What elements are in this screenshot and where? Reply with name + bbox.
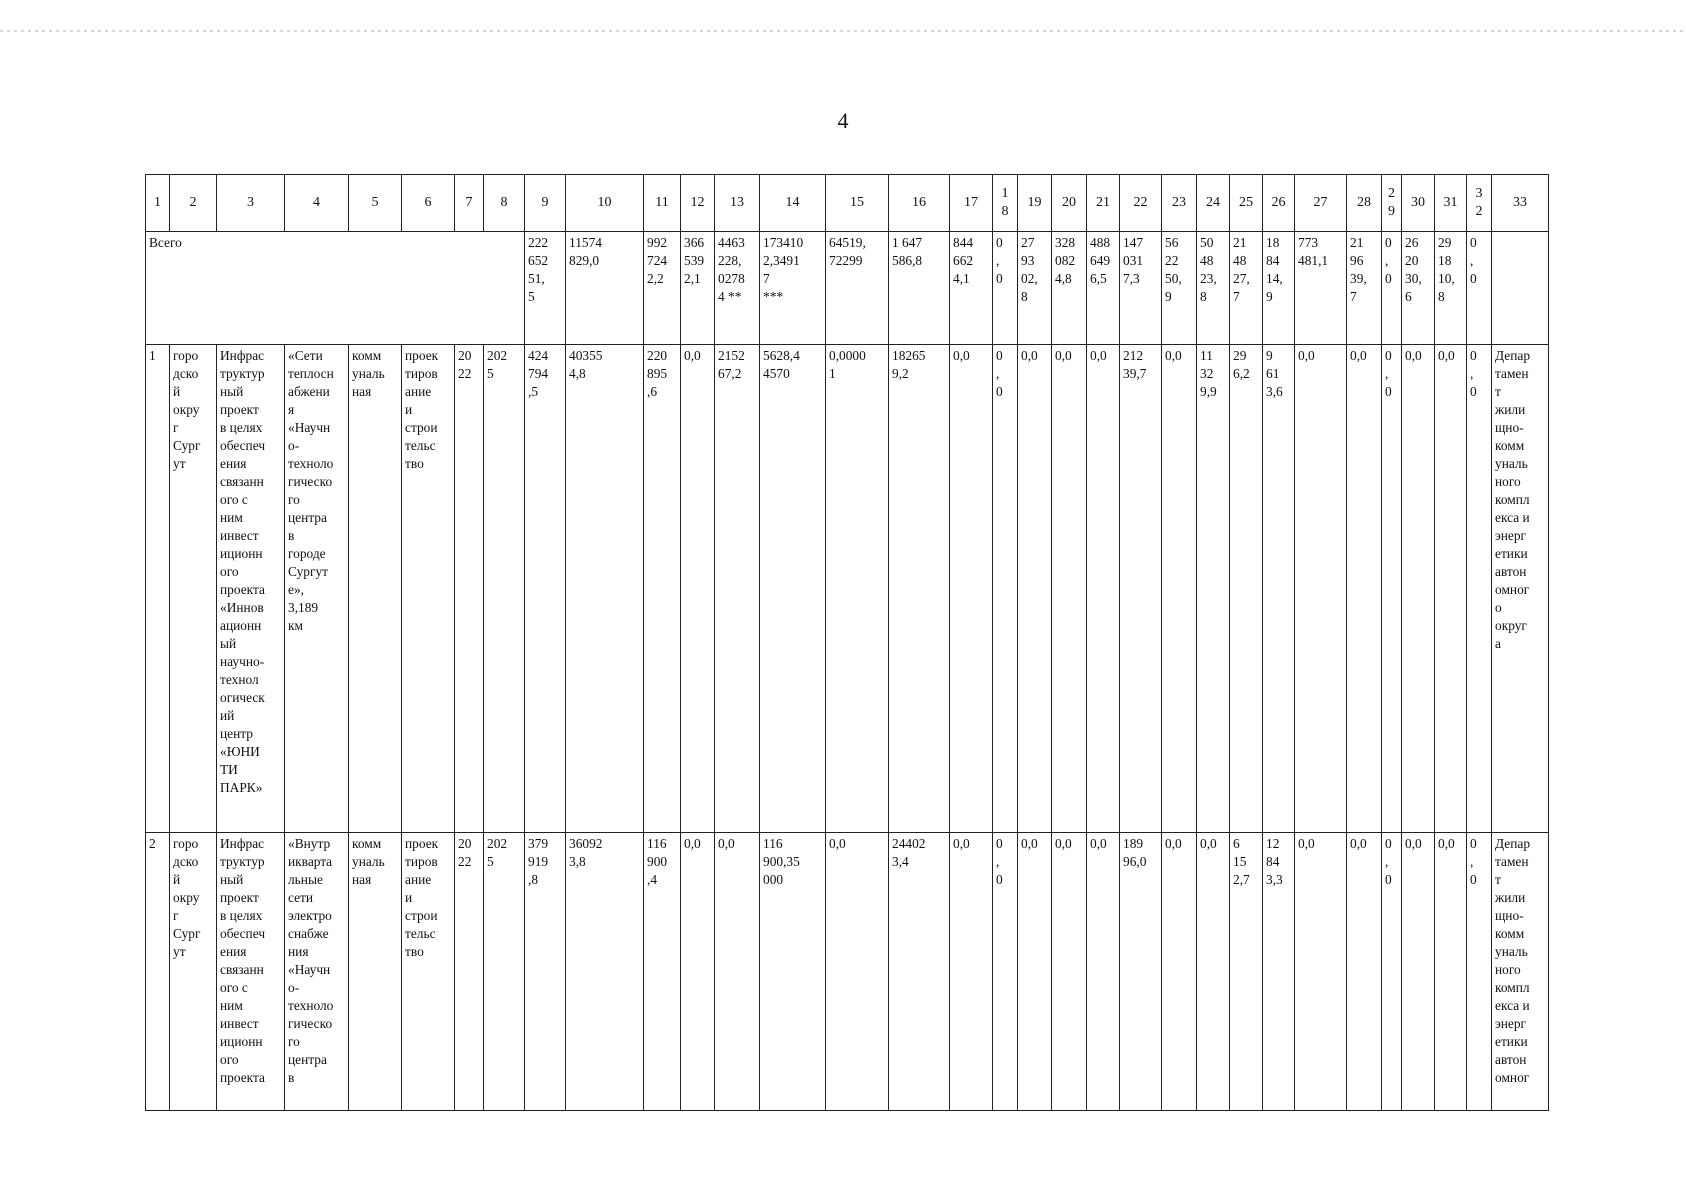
total-cell: 147 031 7,3 xyxy=(1120,232,1162,345)
table-cell: 0,0 xyxy=(1162,833,1197,1111)
total-cell: 0 , 0 xyxy=(993,232,1018,345)
total-cell: 992 724 2,2 xyxy=(644,232,681,345)
table-cell: 0 , 0 xyxy=(993,833,1018,1111)
table-cell: 0,0 xyxy=(1435,833,1467,1111)
header-cell: 27 xyxy=(1295,175,1347,232)
header-cell: 28 xyxy=(1347,175,1382,232)
header-cell: 11 xyxy=(644,175,681,232)
total-cell: 0 , 0 xyxy=(1382,232,1402,345)
table-cell: 116 900 ,4 xyxy=(644,833,681,1111)
header-cell: 10 xyxy=(566,175,644,232)
table-cell: 12 84 3,3 xyxy=(1263,833,1295,1111)
header-cell: 5 xyxy=(349,175,402,232)
header-cell: 4 xyxy=(285,175,349,232)
header-cell: 16 xyxy=(889,175,950,232)
table-cell: комм уналь ная xyxy=(349,345,402,833)
scan-edge xyxy=(0,30,1686,32)
total-cell: 773 481,1 xyxy=(1295,232,1347,345)
table-cell: 24402 3,4 xyxy=(889,833,950,1111)
total-cell: 0 , 0 xyxy=(1467,232,1492,345)
total-cell: 50 48 23, 8 xyxy=(1197,232,1230,345)
table-cell: 1 xyxy=(146,345,170,833)
header-cell: 20 xyxy=(1052,175,1087,232)
table-cell: 0 , 0 xyxy=(1382,345,1402,833)
header-cell: 13 xyxy=(715,175,760,232)
table-cell: 220 895 ,6 xyxy=(644,345,681,833)
header-cell: 24 xyxy=(1197,175,1230,232)
table-cell: 6 15 2,7 xyxy=(1230,833,1263,1111)
total-cell: 1 647 586,8 xyxy=(889,232,950,345)
table-cell: 5628,4 4570 xyxy=(760,345,826,833)
total-cell: 26 20 30, 6 xyxy=(1402,232,1435,345)
table-cell: 0,0 xyxy=(1162,345,1197,833)
table-cell: 0,0 xyxy=(1087,345,1120,833)
table-cell: 0,0 xyxy=(1087,833,1120,1111)
total-label: Всего xyxy=(146,232,525,345)
table-cell: 202 5 xyxy=(484,833,525,1111)
table-cell: 0,0 xyxy=(1402,833,1435,1111)
table-cell: Инфрас труктур ный проект в целях обеспеч ения связанн ого с ним инвест иционн ого проекта «Иннов ационн ый научно- технол огическ ий центр «ЮНИ ТИ ПАРК» xyxy=(217,345,285,833)
table-cell: 0,0000 1 xyxy=(826,345,889,833)
table-cell: 0,0 xyxy=(681,345,715,833)
table-cell: 424 794 ,5 xyxy=(525,345,566,833)
table-cell: 2152 67,2 xyxy=(715,345,760,833)
table-cell: Депар тамен т жили щно- комм уналь ного компл екса и энерг етики автон омног о округ а xyxy=(1492,345,1549,833)
table-cell: 212 39,7 xyxy=(1120,345,1162,833)
total-cell: 222 652 51, 5 xyxy=(525,232,566,345)
table-cell: 0,0 xyxy=(826,833,889,1111)
table-cell: 0,0 xyxy=(1295,345,1347,833)
table-cell: 0,0 xyxy=(1435,345,1467,833)
table-cell: 29 6,2 xyxy=(1230,345,1263,833)
header-cell: 12 xyxy=(681,175,715,232)
table-cell: 2 xyxy=(146,833,170,1111)
table-cell: «Сети теплосн абжени я «Научн о- техноло гическо го центра в городе Сургут е», 3,189 км xyxy=(285,345,349,833)
header-cell: 15 xyxy=(826,175,889,232)
header-cell: 21 xyxy=(1087,175,1120,232)
table-cell: 0,0 xyxy=(1347,345,1382,833)
header-cell: 33 xyxy=(1492,175,1549,232)
table-cell: комм уналь ная xyxy=(349,833,402,1111)
table-cell: 116 900,35 000 xyxy=(760,833,826,1111)
header-cell: 31 xyxy=(1435,175,1467,232)
table-cell: 0 , 0 xyxy=(1382,833,1402,1111)
table-cell: 0 , 0 xyxy=(1467,345,1492,833)
total-cell: 11574 829,0 xyxy=(566,232,644,345)
table-cell: 0,0 xyxy=(1018,345,1052,833)
table-cell: 11 32 9,9 xyxy=(1197,345,1230,833)
table-cell: 40355 4,8 xyxy=(566,345,644,833)
table-cell: проек тиров ание и строи тельс тво xyxy=(402,345,455,833)
table-cell: 0,0 xyxy=(715,833,760,1111)
table-cell: 20 22 xyxy=(455,833,484,1111)
header-cell: 26 xyxy=(1263,175,1295,232)
table-cell: 189 96,0 xyxy=(1120,833,1162,1111)
table-cell: 18265 9,2 xyxy=(889,345,950,833)
header-cell: 22 xyxy=(1120,175,1162,232)
table-cell: Инфрас труктур ный проект в целях обеспеч ения связанн ого с ним инвест иционн ого проекта xyxy=(217,833,285,1111)
table-cell: 0 , 0 xyxy=(1467,833,1492,1111)
table-cell: 9 61 3,6 xyxy=(1263,345,1295,833)
table-cell: 0,0 xyxy=(1197,833,1230,1111)
header-cell: 2 9 xyxy=(1382,175,1402,232)
header-cell: 7 xyxy=(455,175,484,232)
page-number: 4 xyxy=(837,108,849,133)
header-cell: 6 xyxy=(402,175,455,232)
table-cell: 0,0 xyxy=(950,833,993,1111)
table-cell: 0,0 xyxy=(1018,833,1052,1111)
total-cell: 21 48 27, 7 xyxy=(1230,232,1263,345)
table-cell: 0,0 xyxy=(1402,345,1435,833)
table-cell: 379 919 ,8 xyxy=(525,833,566,1111)
total-cell: 366 539 2,1 xyxy=(681,232,715,345)
total-cell: 328 082 4,8 xyxy=(1052,232,1087,345)
table-cell: горо дско й окру г Сург ут xyxy=(170,345,217,833)
total-cell: 18 84 14, 9 xyxy=(1263,232,1295,345)
header-row xyxy=(146,175,1549,232)
table-cell: 0,0 xyxy=(950,345,993,833)
table-row xyxy=(146,833,1549,1111)
table-row xyxy=(146,345,1549,833)
table-cell: горо дско й окру г Сург ут xyxy=(170,833,217,1111)
table-cell: 36092 3,8 xyxy=(566,833,644,1111)
header-cell: 14 xyxy=(760,175,826,232)
header-cell: 1 xyxy=(146,175,170,232)
table-cell: Депар тамен т жили щно- комм уналь ного компл екса и энерг етики автон омног xyxy=(1492,833,1549,1111)
header-cell: 19 xyxy=(1018,175,1052,232)
table-cell: 0,0 xyxy=(1052,833,1087,1111)
total-cell: 64519, 72299 xyxy=(826,232,889,345)
table-cell: 0,0 xyxy=(1052,345,1087,833)
total-cell: 56 22 50, 9 xyxy=(1162,232,1197,345)
table-cell: 0 , 0 xyxy=(993,345,1018,833)
total-cell: 29 18 10, 8 xyxy=(1435,232,1467,345)
header-cell: 30 xyxy=(1402,175,1435,232)
header-cell: 2 xyxy=(170,175,217,232)
total-cell: 488 649 6,5 xyxy=(1087,232,1120,345)
total-cell: 173410 2,3491 7 *** xyxy=(760,232,826,345)
total-cell: 27 93 02, 8 xyxy=(1018,232,1052,345)
table-cell: 0,0 xyxy=(681,833,715,1111)
header-cell: 3 xyxy=(217,175,285,232)
header-cell: 25 xyxy=(1230,175,1263,232)
table-cell: 202 5 xyxy=(484,345,525,833)
total-cell: 844 662 4,1 xyxy=(950,232,993,345)
total-cell: 4463 228, 0278 4 ** xyxy=(715,232,760,345)
header-cell: 9 xyxy=(525,175,566,232)
total-row xyxy=(146,232,1549,345)
total-cell xyxy=(1492,232,1549,345)
header-cell: 8 xyxy=(484,175,525,232)
table-cell: 0,0 xyxy=(1347,833,1382,1111)
total-cell: 21 96 39, 7 xyxy=(1347,232,1382,345)
table-cell: «Внутр иквартa льные сети электро снабже ния «Научн о- техноло гическо го центра в xyxy=(285,833,349,1111)
header-cell: 17 xyxy=(950,175,993,232)
table-cell: проек тиров ание и строи тельс тво xyxy=(402,833,455,1111)
table-cell: 20 22 xyxy=(455,345,484,833)
table-cell: 0,0 xyxy=(1295,833,1347,1111)
header-cell: 1 8 xyxy=(993,175,1018,232)
header-cell: 23 xyxy=(1162,175,1197,232)
data-table xyxy=(145,174,1549,1111)
header-cell: 3 2 xyxy=(1467,175,1492,232)
